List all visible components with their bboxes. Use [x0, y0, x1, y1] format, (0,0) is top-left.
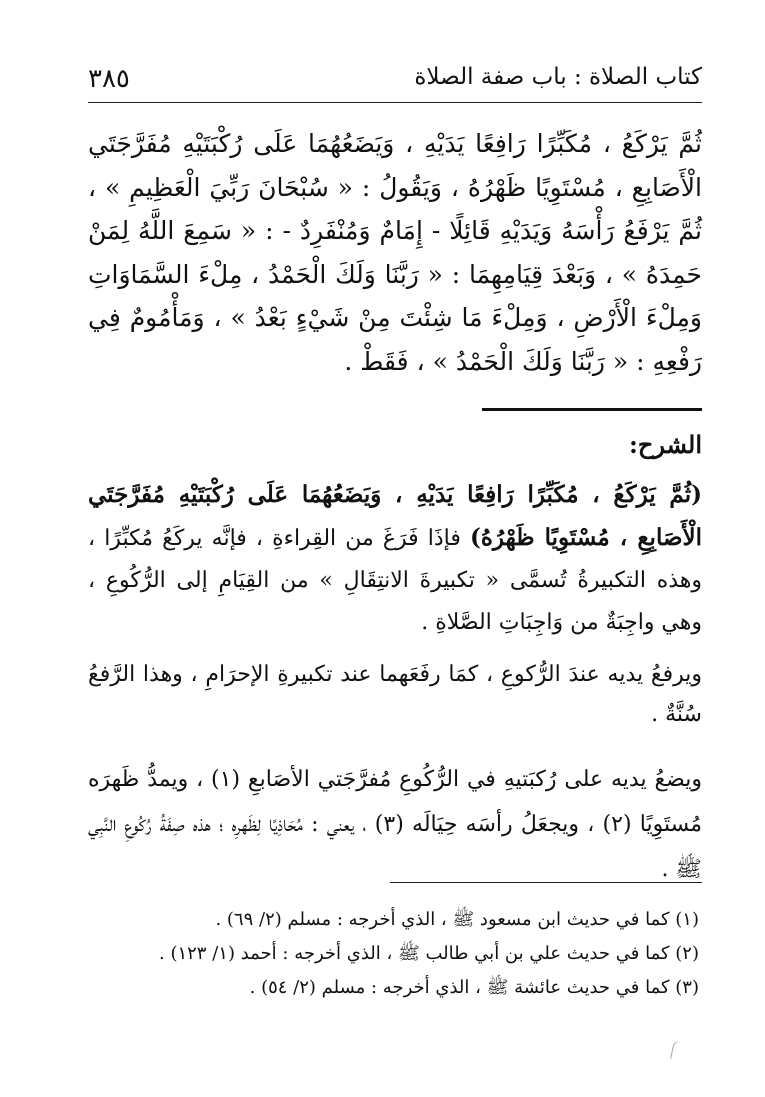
pencil-mark [670, 1039, 683, 1060]
footnote-1: (١) كما في حديث ابن مسعود ﷺ ، الذي أخرجه : مسلم (٢/ ٦٩) . [215, 909, 699, 930]
quoted-matn: (ثُمَّ يَرْكَعُ ، مُكَبِّرًا رَافِعًا يَدَيْهِ ، وَيَضَعُهُمَا عَلَى رُكْبَتَيْهِ مُفَرَّجَتَي الْأَصَابِعِ ، مُسْتَوِيًا ظَهْرُهُ) [88, 481, 703, 551]
footnotes [88, 903, 699, 1005]
footnote-divider [390, 882, 702, 883]
footnote-2: (٢) كما في حديث علي بن أبي طالب ﷺ ، الذي أخرجه : أحمد (١/ ١٢٣) . [159, 943, 699, 964]
page-number: ٣٨٥ [88, 64, 130, 94]
sharh-paragraph-3: ويضعُ يديه على رُكبَتيهِ في الرُّكُوعِ مُفرَّجَتي الأصَابعِ (١) ، ويمدُّ ظَهرَه مُستَوِيًا (٢) ، ويجعَلُ رأسَه حِيَالَه (٣) ، يعني : مُحَاذِيًا لِظَهرِه ؛ هذه صِفَةُ رُكُوعِ النَّبِي ﷺ . [88, 767, 702, 882]
sharh-heading: الشرح: [629, 430, 702, 459]
sharh-paragraph-1 [88, 474, 702, 644]
running-title: كتاب الصلاة : باب صفة الصلاة [414, 64, 702, 90]
matn-divider [482, 408, 702, 411]
matn-text: ثُمَّ يَرْكَعُ ، مُكَبِّرًا رَافِعًا يَدَيْهِ ، وَيَضَعُهُمَا عَلَى رُكْبَتَيْهِ مُفَرَّجَتَي الْأَصَابِعِ ، مُسْتَوِيًا ظَهْرُهُ ، وَيَقُولُ : « سُبْحَانَ رَبِّيَ الْعَظِيمِ » ، ثُمَّ يَرْفَعُ رَأْسَهُ وَيَدَيْهِ قَائِلًا - إِمَامٌ وَمُنْفَرِدٌ - : « سَمِعَ اللَّهُ لِمَنْ حَمِدَهُ » ، وَبَعْدَ قِيَامِهِمَا : « رَبَّنَا وَلَكَ الْحَمْدُ ، مِلْءَ السَّمَاوَاتِ وَمِلْءَ الْأَرْضِ ، وَمِلْءَ مَا شِئْتَ مِنْ شَيْءٍ بَعْدُ » ، وَمَأْمُومٌ فِي رَفْعِهِ : « رَبَّنَا وَلَكَ الْحَمْدُ » ، فَقَطْ . [88, 129, 702, 376]
page-header [88, 62, 702, 103]
sharh-paragraph-1-text: فإذَا فَرَغَ من القِراءةِ ، فإنَّه يركَعُ مُكبِّرًا ، وهذه التكبيرةُ تُسمَّى « تكبيرةَ الانتِقَالِ » من القِيَامِ إلى الرُّكُوعِ ، وهي واجِبَةٌ من وَاجِبَاتِ الصَّلاةِ . [88, 526, 702, 635]
footnote-3: (٣) كما في حديث عائشة ﷺ ، الذي أخرجه : مسلم (٢/ ٥٤) . [249, 977, 699, 998]
sharh-paragraph-2: ويرفعُ يديه عندَ الرُّكوعِ ، كمَا رفَعَهما عند تكبيرةِ الإحرَامِ ، وهذا الرَّفعُ سُنَّةٌ . [88, 662, 702, 727]
